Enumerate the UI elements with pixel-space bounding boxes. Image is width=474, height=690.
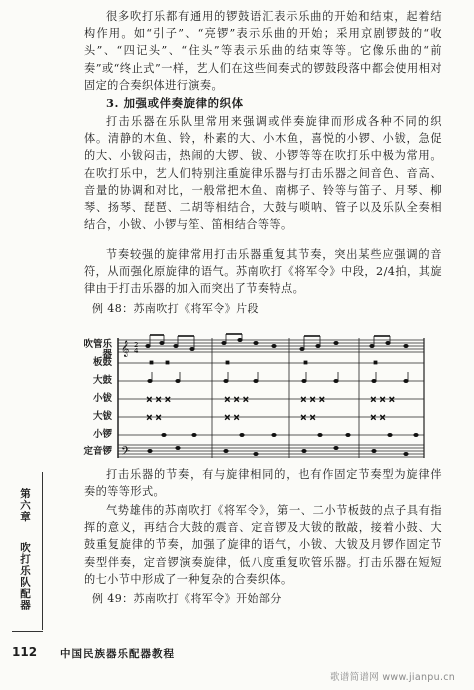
margin-rule-vertical	[42, 472, 43, 630]
svg-text:× ×: × ×	[370, 413, 386, 422]
book-title: 中国民族器乐配器教程	[60, 648, 175, 660]
example-48-caption: 例 48：苏南吹打《将军令》片段	[92, 302, 259, 315]
instrument-label: 吹管乐器	[83, 339, 112, 360]
paragraph-structure: 很多吹打乐都有通用的锣鼓语汇表示乐曲的开始和结束，起着结构作用。如“引子”、“亮锣”表示乐曲的开始；采用京剧锣鼓的“收头”、“四记头”、“住头”等表示乐曲的结束等等。它像乐曲的“前奏”或“终止式”一样，艺人们在这些间奏式的锣鼓段落中都会使用相对固定的合奏织体进行演奏。	[84, 10, 442, 92]
paragraph-rhythm: 节奏较强的旋律常用打击乐器重复其节奏，突出某些应强调的音符，从而强化原旋律的语气。苏南吹打《将军令》中段，2/4拍，其旋律由于打击乐器的加入而突出了节奏特点。	[84, 248, 442, 296]
score-staves	[84, 332, 426, 459]
svg-text:× ×: × ×	[300, 413, 316, 422]
chapter-number: 第六章	[19, 488, 31, 523]
instrument-label: 大鼓	[92, 375, 112, 386]
example-49-caption: 例 49：苏南吹打《将军令》开始部分	[92, 592, 282, 605]
percussion-strokes	[146, 361, 418, 456]
instrument-label: 大钹	[92, 411, 112, 422]
clef-and-time	[121, 341, 139, 459]
svg-text:𝄢: 𝄢	[121, 445, 131, 459]
section-heading: 3. 加强或伴奏旋律的织体	[106, 96, 244, 110]
paragraph-jiangjunling: 气势雄伟的苏南吹打《将军令》，第一、二小节板鼓的点子具有指挥的意义，再结合大鼓的震音、定音锣及大钹的散敲，接着小鼓、大鼓重复旋律的节奏，加强了旋律的语气，小钹、大钹及月锣作固定节奏型伴奏，定音锣演奏旋律，低八度重复吹管乐器。打击乐器在短短的七小节中形成了一种复杂的合奏织体。	[84, 504, 442, 586]
svg-text:× ×: × ×	[224, 413, 240, 422]
chapter-margin-label	[18, 488, 31, 611]
instrument-label: 小钹	[92, 393, 112, 404]
svg-text:× ×: × ×	[146, 413, 162, 422]
svg-text:× × ×: × × ×	[224, 395, 250, 404]
instrument-label: 小锣	[92, 429, 112, 440]
svg-text:𝄞: 𝄞	[121, 341, 130, 357]
page-number: 112	[12, 645, 38, 659]
margin-rule-horizontal	[12, 631, 43, 632]
svg-text:× × ×: × × ×	[370, 395, 396, 404]
note-heads	[146, 334, 408, 351]
instrument-label: 板鼓	[92, 357, 112, 368]
score-example-48	[84, 332, 426, 459]
svg-text:× × ×: × × ×	[300, 395, 326, 404]
svg-text:2: 2	[134, 341, 139, 349]
watermark: 歌谱简谱网 www.jianpu.cn	[330, 672, 456, 683]
paragraph-texture: 打击乐器在乐队里常用来强调或伴奏旋律而形成各种不同的织体。清静的木鱼、铃，朴素的大、小木鱼，喜悦的小锣、小钹，急促的大、小钹闷击，热闹的大锣、钹、小锣等等在吹打乐中极为常用。在吹打乐中，艺人们特别注重旋律乐器与打击乐器之间音色、音高、音量的协调和对比，一般常把木鱼、南梆子、铃等与笛子、月琴、柳琴、扬琴、琵琶、二胡等相结合，大鼓与唢呐、管子以及乐队全奏相结合，小钹、小锣与笙、笛相结合等等。	[84, 115, 442, 232]
svg-text:× × ×: × × ×	[146, 395, 172, 404]
instrument-label: 定音锣	[83, 446, 112, 457]
svg-text:4: 4	[134, 347, 139, 355]
paragraph-rhythm-forms: 打击乐器的节奏，有与旋律相同的，也有作固定节奏型为旋律伴奏的等等形式。	[84, 468, 442, 499]
chapter-section: 吹打乐队配器	[19, 541, 31, 611]
